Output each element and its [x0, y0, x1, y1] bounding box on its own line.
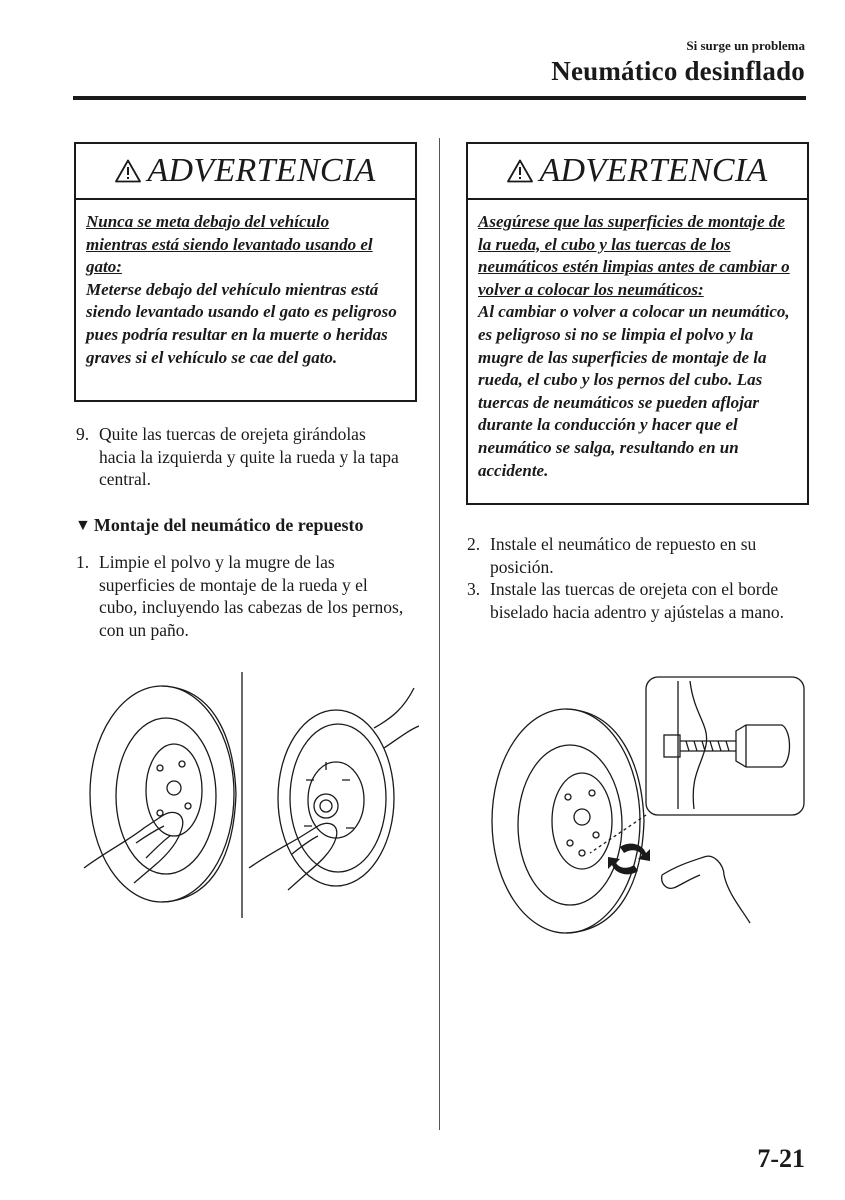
warning-header	[468, 144, 807, 200]
lug-nut-illustration	[478, 675, 808, 940]
cleaning-illustration	[74, 668, 419, 920]
warning-text	[76, 200, 415, 377]
down-triangle-icon: ▼	[75, 516, 91, 534]
warning-body: Al cambiar o volver a colocar un neumático, es peligroso si no se limpia el polvo y la mugre de las superficies de montaje de la rueda, el cubo y los pernos del cubo. Las tuercas de neumáticos se pueden aflojar durante la conducción y hacer que el neumático se salga, resultando en un accidente.	[478, 302, 790, 480]
step-list-mounting	[76, 551, 411, 641]
warning-triangle-icon	[115, 159, 141, 183]
step-text: Instale las tuercas de orejeta con el borde biselado hacia adentro y ajústelas a mano.	[490, 579, 784, 622]
step-number: 3.	[467, 579, 481, 600]
nut-detail-inset	[646, 677, 804, 815]
wheel-drawing	[84, 686, 236, 902]
page-number: 7-21	[757, 1144, 805, 1173]
step-text: Instale el neumático de repuesto en su posición.	[490, 534, 757, 577]
warning-heading: Nunca se meta debajo del vehículo mientras está siendo levantado usando el gato:	[86, 212, 373, 277]
subheading-text: Montaje del neumático de repuesto	[93, 515, 364, 535]
page-title: Neumático desinflado	[551, 56, 805, 86]
column-divider	[439, 138, 440, 1130]
spare-wheel-drawing	[492, 709, 644, 933]
subheading	[75, 515, 420, 536]
warning-text	[468, 200, 807, 490]
step-list-removal	[76, 423, 411, 491]
step-number: 2.	[467, 534, 481, 554]
warning-heading: Asegúrese que las superficies de montaje de la rueda, el cubo y las tuercas de los neumáticos estén limpias antes de cambiar o volver a colocar los neumáticos:	[478, 212, 790, 299]
step-number: 1.	[76, 552, 90, 572]
hub-drawing	[249, 688, 419, 890]
step-text: Limpie el polvo y la mugre de las superficies de montaje de la rueda y el cubo, incluyendo las cabezas de los pernos, con un paño.	[99, 552, 404, 640]
warning-triangle-icon	[507, 159, 533, 183]
step-item	[76, 423, 411, 491]
step-item	[467, 578, 807, 623]
warning-box-left	[74, 142, 417, 402]
header-rule	[73, 96, 806, 100]
step-list-install	[467, 533, 807, 623]
rotate-arrow-icon	[608, 844, 650, 875]
warning-body: Meterse debajo del vehículo mientras está siendo levantado usando el gato es peligroso pues podría resultar en la muerte o heridas graves si el vehículo se cae del gato.	[86, 279, 397, 367]
step-text: Quite las tuercas de orejeta girándolas hacia la izquierda y quite la rueda y la tapa central.	[99, 424, 399, 490]
step-item	[76, 551, 411, 641]
warning-title: ADVERTENCIA	[147, 152, 376, 189]
warning-header	[76, 144, 415, 200]
warning-title: ADVERTENCIA	[539, 152, 768, 189]
step-item	[467, 533, 807, 578]
warning-box-right	[466, 142, 809, 505]
step-number: 9.	[76, 424, 90, 444]
section-label: Si surge un problema	[686, 38, 805, 53]
